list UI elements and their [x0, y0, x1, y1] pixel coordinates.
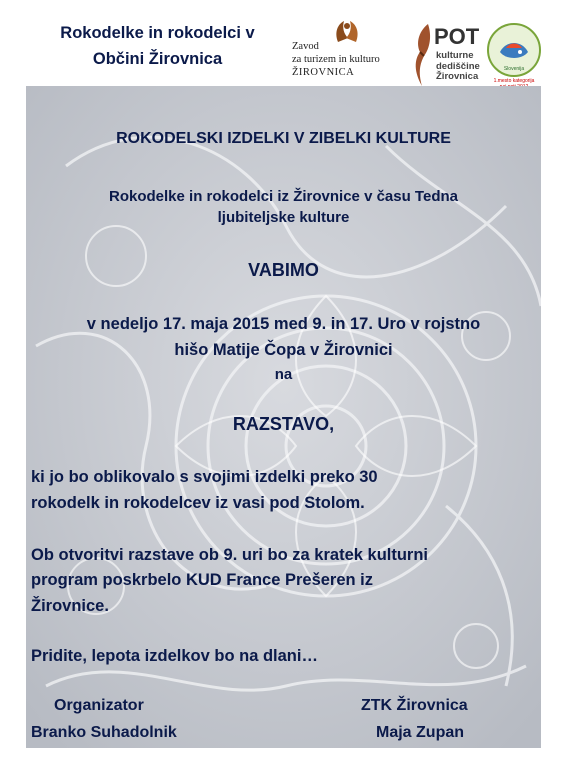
organizer-name: Branko Suhadolnik — [31, 724, 177, 741]
organizer-role: Organizator — [54, 697, 144, 714]
ztk-name: Maja Zupan — [376, 724, 465, 741]
opening-line-1: Ob otvoritvi razstave ob 9. uri bo za kratek kulturni — [31, 546, 429, 564]
invitation-heading: ROKODELSKI IZDELKI V ZIBELKI KULTURE — [116, 130, 451, 147]
description-line-1: ki jo bo oblikovalo s svojimi izdelki preko 30 — [31, 468, 378, 486]
when-line-3: na — [274, 366, 293, 383]
pot-word: POT — [434, 24, 480, 49]
when-line-2: hišo Matije Čopa v Žirovnici — [174, 341, 393, 359]
opening-line-3: Žirovnice. — [31, 597, 109, 615]
award-caption-line-1: 1.mesto kategorija — [493, 78, 535, 84]
intro-line-2: ljubiteljske kulture — [217, 209, 350, 226]
header-title-line-2: Občini Žirovnica — [92, 50, 223, 68]
intro-line-1: Rokodelke in rokodelci iz Žirovnice v času Tedna — [109, 188, 458, 205]
zavod-line-1: Zavod — [292, 41, 319, 52]
zavod-line-3: ŽIROVNICA — [292, 67, 355, 78]
svg-text:Slovenija: Slovenija — [503, 66, 525, 72]
pot-line-2: dediščine — [436, 60, 480, 72]
description-line-2: rokodelk in rokodelcev iz vasi pod Stolom. — [31, 494, 365, 512]
zavod-line-2: za turizem in kulturo — [292, 54, 380, 65]
header-title-line-1: Rokodelke in rokodelci v — [60, 24, 255, 42]
when-line-1: v nedeljo 17. maja 2015 med 9. in 17. Uro v rojstno — [86, 315, 481, 333]
invite-word: VABIMO — [248, 260, 319, 280]
ztk-role: ZTK Žirovnica — [361, 697, 468, 714]
pot-line-3: Žirovnica — [436, 71, 479, 82]
pot-line-1: kulturne — [436, 50, 474, 61]
opening-line-2: program poskrbelo KUD France Prešeren iz — [31, 571, 374, 589]
event-title: RAZSTAVO, — [232, 414, 335, 434]
closing-line: Pridite, lepota izdelkov bo na dlani… — [31, 647, 318, 665]
